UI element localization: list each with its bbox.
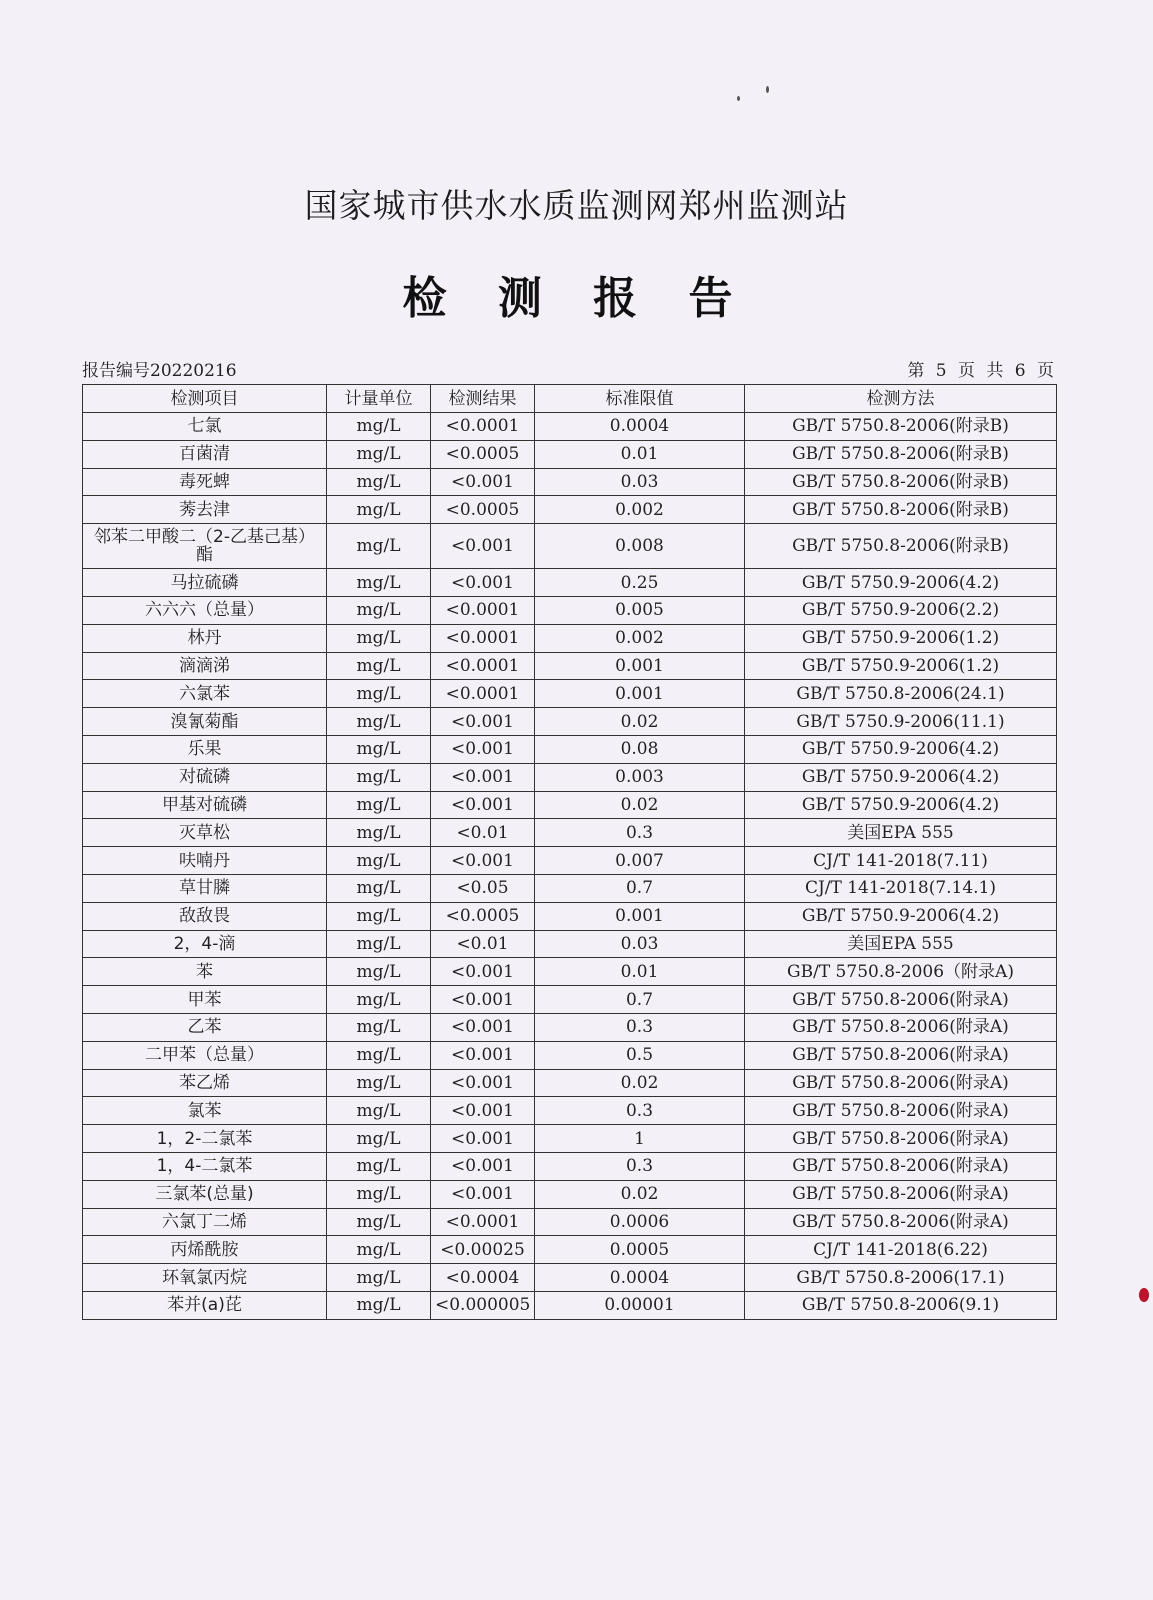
header-method: 检测方法 [745,385,1057,413]
header-result: 检测结果 [431,385,535,413]
cell-item: 对硫磷 [83,763,327,791]
cell-item: 溴氰菊酯 [83,708,327,736]
cell-unit: mg/L [327,1069,431,1097]
table-row [83,847,1057,875]
cell-item: 苯乙烯 [83,1069,327,1097]
cell-result: <0.001 [431,735,535,763]
cell-unit: mg/L [327,524,431,569]
cell-limit: 0.0004 [535,1264,745,1292]
cell-item: 1，4-二氯苯 [83,1152,327,1180]
cell-unit: mg/L [327,440,431,468]
cell-result: <0.001 [431,1097,535,1125]
cell-method: CJ/T 141-2018(7.11) [745,847,1057,875]
cell-result: <0.001 [431,791,535,819]
cell-unit: mg/L [327,624,431,652]
cell-method: GB/T 5750.8-2006(附录B) [745,440,1057,468]
cell-item: 丙烯酰胺 [83,1236,327,1264]
cell-method: GB/T 5750.8-2006(附录A) [745,1180,1057,1208]
cell-item: 甲基对硫磷 [83,791,327,819]
cell-unit: mg/L [327,1208,431,1236]
table-row [83,596,1057,624]
cell-item: 百菌清 [83,440,327,468]
table-row [83,413,1057,441]
cell-item: 毒死蜱 [83,468,327,496]
cell-unit: mg/L [327,735,431,763]
cell-item: 1，2-二氯苯 [83,1125,327,1153]
cell-result: <0.0001 [431,596,535,624]
table-row [83,496,1057,524]
cell-unit: mg/L [327,847,431,875]
cell-method: CJ/T 141-2018(7.14.1) [745,874,1057,902]
cell-item: 三氯苯(总量) [83,1180,327,1208]
cell-item: 敌敌畏 [83,902,327,930]
cell-method: GB/T 5750.8-2006(附录A) [745,1208,1057,1236]
table-row [83,1236,1057,1264]
cell-item: 呋喃丹 [83,847,327,875]
table-row [83,819,1057,847]
cell-result: <0.001 [431,1069,535,1097]
cell-item: 草甘膦 [83,874,327,902]
cell-result: <0.001 [431,524,535,569]
cell-unit: mg/L [327,902,431,930]
cell-unit: mg/L [327,958,431,986]
cell-limit: 0.08 [535,735,745,763]
cell-limit: 0.5 [535,1041,745,1069]
cell-unit: mg/L [327,468,431,496]
organization-title: 国家城市供水水质监测网郑州监测站 [304,186,849,225]
table-row [83,930,1057,958]
cell-unit: mg/L [327,1180,431,1208]
cell-result: <0.001 [431,1180,535,1208]
cell-result: <0.05 [431,874,535,902]
cell-result: <0.0001 [431,680,535,708]
cell-result: <0.01 [431,930,535,958]
cell-limit: 0.002 [535,496,745,524]
cell-limit: 0.3 [535,819,745,847]
table-row [83,874,1057,902]
cell-result: <0.0001 [431,624,535,652]
table-row [83,569,1057,597]
cell-result: <0.000005 [431,1291,535,1319]
header-limit: 标准限值 [535,385,745,413]
cell-method: GB/T 5750.8-2006(附录A) [745,1152,1057,1180]
table-row [83,986,1057,1014]
table-row [83,1069,1057,1097]
cell-result: <0.001 [431,986,535,1014]
scan-speck [766,86,769,93]
cell-unit: mg/L [327,1291,431,1319]
cell-method: GB/T 5750.8-2006（附录A) [745,958,1057,986]
cell-item: 环氧氯丙烷 [83,1264,327,1292]
header-unit: 计量单位 [327,385,431,413]
cell-method: GB/T 5750.9-2006(4.2) [745,902,1057,930]
cell-limit: 0.02 [535,708,745,736]
table-row [83,958,1057,986]
cell-result: <0.001 [431,958,535,986]
cell-unit: mg/L [327,874,431,902]
cell-result: <0.01 [431,819,535,847]
cell-limit: 0.001 [535,680,745,708]
cell-unit: mg/L [327,569,431,597]
scan-speck [737,96,740,101]
cell-method: GB/T 5750.8-2006(9.1) [745,1291,1057,1319]
cell-limit: 0.7 [535,874,745,902]
table-row [83,1013,1057,1041]
cell-unit: mg/L [327,1097,431,1125]
cell-limit: 0.7 [535,986,745,1014]
cell-limit: 0.01 [535,440,745,468]
cell-result: <0.001 [431,569,535,597]
cell-method: GB/T 5750.9-2006(4.2) [745,763,1057,791]
header-item: 检测项目 [83,385,327,413]
table-row [83,902,1057,930]
cell-result: <0.00025 [431,1236,535,1264]
cell-item: 六氯苯 [83,680,327,708]
cell-method: GB/T 5750.8-2006(17.1) [745,1264,1057,1292]
cell-limit: 0.002 [535,624,745,652]
cell-limit: 0.005 [535,596,745,624]
table-row [83,1125,1057,1153]
cell-result: <0.001 [431,763,535,791]
cell-item: 马拉硫磷 [83,569,327,597]
cell-method: CJ/T 141-2018(6.22) [745,1236,1057,1264]
cell-method: GB/T 5750.9-2006(1.2) [745,624,1057,652]
cell-item: 二甲苯（总量） [83,1041,327,1069]
cell-limit: 0.003 [535,763,745,791]
cell-method: GB/T 5750.8-2006(附录B) [745,468,1057,496]
cell-item: 苯并(a)芘 [83,1291,327,1319]
cell-method: GB/T 5750.9-2006(4.2) [745,735,1057,763]
cell-result: <0.001 [431,1041,535,1069]
table-row [83,468,1057,496]
cell-limit: 0.00001 [535,1291,745,1319]
table-row [83,735,1057,763]
cell-unit: mg/L [327,496,431,524]
cell-item: 2，4-滴 [83,930,327,958]
table-row [83,1041,1057,1069]
cell-result: <0.0005 [431,440,535,468]
cell-item: 林丹 [83,624,327,652]
cell-method: GB/T 5750.8-2006(附录B) [745,413,1057,441]
cell-item: 六六六（总量） [83,596,327,624]
cell-result: <0.0004 [431,1264,535,1292]
cell-method: GB/T 5750.8-2006(附录B) [745,496,1057,524]
cell-result: <0.001 [431,1125,535,1153]
table-row [83,524,1057,569]
cell-unit: mg/L [327,1041,431,1069]
cell-method: GB/T 5750.9-2006(1.2) [745,652,1057,680]
cell-method: 美国EPA 555 [745,930,1057,958]
cell-unit: mg/L [327,652,431,680]
cell-method: GB/T 5750.8-2006(附录A) [745,1125,1057,1153]
cell-method: GB/T 5750.9-2006(4.2) [745,569,1057,597]
cell-limit: 0.008 [535,524,745,569]
cell-result: <0.0005 [431,496,535,524]
cell-unit: mg/L [327,680,431,708]
cell-unit: mg/L [327,1125,431,1153]
table-row [83,680,1057,708]
cell-result: <0.001 [431,1152,535,1180]
cell-limit: 0.02 [535,1180,745,1208]
cell-limit: 0.0004 [535,413,745,441]
cell-result: <0.001 [431,847,535,875]
table-row [83,440,1057,468]
results-table [82,384,1057,1320]
cell-item: 邻苯二甲酸二（2-乙基己基）酯 [83,524,327,569]
cell-item: 甲苯 [83,986,327,1014]
cell-result: <0.001 [431,1013,535,1041]
ink-mark [1139,1288,1149,1302]
cell-unit: mg/L [327,763,431,791]
cell-limit: 0.001 [535,652,745,680]
cell-limit: 0.25 [535,569,745,597]
table-row [83,1208,1057,1236]
table-body [83,413,1057,1320]
report-number: 报告编号20220216 [82,361,237,381]
cell-unit: mg/L [327,791,431,819]
table-row [83,763,1057,791]
table-row [83,708,1057,736]
table-row [83,624,1057,652]
cell-item: 莠去津 [83,496,327,524]
cell-unit: mg/L [327,930,431,958]
cell-method: GB/T 5750.8-2006(附录A) [745,1069,1057,1097]
cell-item: 乙苯 [83,1013,327,1041]
table-header-row [83,385,1057,413]
cell-method: GB/T 5750.9-2006(2.2) [745,596,1057,624]
cell-method: GB/T 5750.8-2006(附录A) [745,1097,1057,1125]
page-info: 第 5 页 共 6 页 [907,361,1057,381]
cell-result: <0.0001 [431,413,535,441]
cell-item: 苯 [83,958,327,986]
cell-method: GB/T 5750.8-2006(24.1) [745,680,1057,708]
cell-unit: mg/L [327,1152,431,1180]
table-row [83,652,1057,680]
cell-limit: 0.3 [535,1152,745,1180]
table-row [83,1152,1057,1180]
cell-method: GB/T 5750.8-2006(附录B) [745,524,1057,569]
cell-unit: mg/L [327,986,431,1014]
cell-result: <0.0001 [431,1208,535,1236]
cell-method: GB/T 5750.8-2006(附录A) [745,1013,1057,1041]
cell-limit: 0.0006 [535,1208,745,1236]
cell-item: 滴滴涕 [83,652,327,680]
cell-result: <0.0001 [431,652,535,680]
cell-method: GB/T 5750.8-2006(附录A) [745,1041,1057,1069]
report-title: 检 测 报 告 [402,273,751,324]
cell-result: <0.001 [431,708,535,736]
cell-item: 乐果 [83,735,327,763]
cell-result: <0.0005 [431,902,535,930]
cell-unit: mg/L [327,819,431,847]
cell-limit: 0.3 [535,1013,745,1041]
cell-method: GB/T 5750.9-2006(11.1) [745,708,1057,736]
cell-unit: mg/L [327,708,431,736]
cell-unit: mg/L [327,413,431,441]
table-row [83,791,1057,819]
table-row [83,1291,1057,1319]
table-row [83,1264,1057,1292]
cell-limit: 0.3 [535,1097,745,1125]
cell-unit: mg/L [327,1013,431,1041]
cell-limit: 0.02 [535,791,745,819]
cell-limit: 0.007 [535,847,745,875]
cell-unit: mg/L [327,1236,431,1264]
table-row [83,1180,1057,1208]
table-row [83,1097,1057,1125]
cell-method: 美国EPA 555 [745,819,1057,847]
cell-item: 灭草松 [83,819,327,847]
cell-method: GB/T 5750.8-2006(附录A) [745,986,1057,1014]
cell-item: 六氯丁二烯 [83,1208,327,1236]
cell-item: 氯苯 [83,1097,327,1125]
cell-result: <0.001 [431,468,535,496]
cell-unit: mg/L [327,1264,431,1292]
cell-limit: 1 [535,1125,745,1153]
cell-method: GB/T 5750.9-2006(4.2) [745,791,1057,819]
cell-limit: 0.03 [535,468,745,496]
cell-limit: 0.001 [535,902,745,930]
cell-unit: mg/L [327,596,431,624]
cell-limit: 0.03 [535,930,745,958]
cell-item: 七氯 [83,413,327,441]
cell-limit: 0.02 [535,1069,745,1097]
cell-limit: 0.01 [535,958,745,986]
cell-limit: 0.0005 [535,1236,745,1264]
